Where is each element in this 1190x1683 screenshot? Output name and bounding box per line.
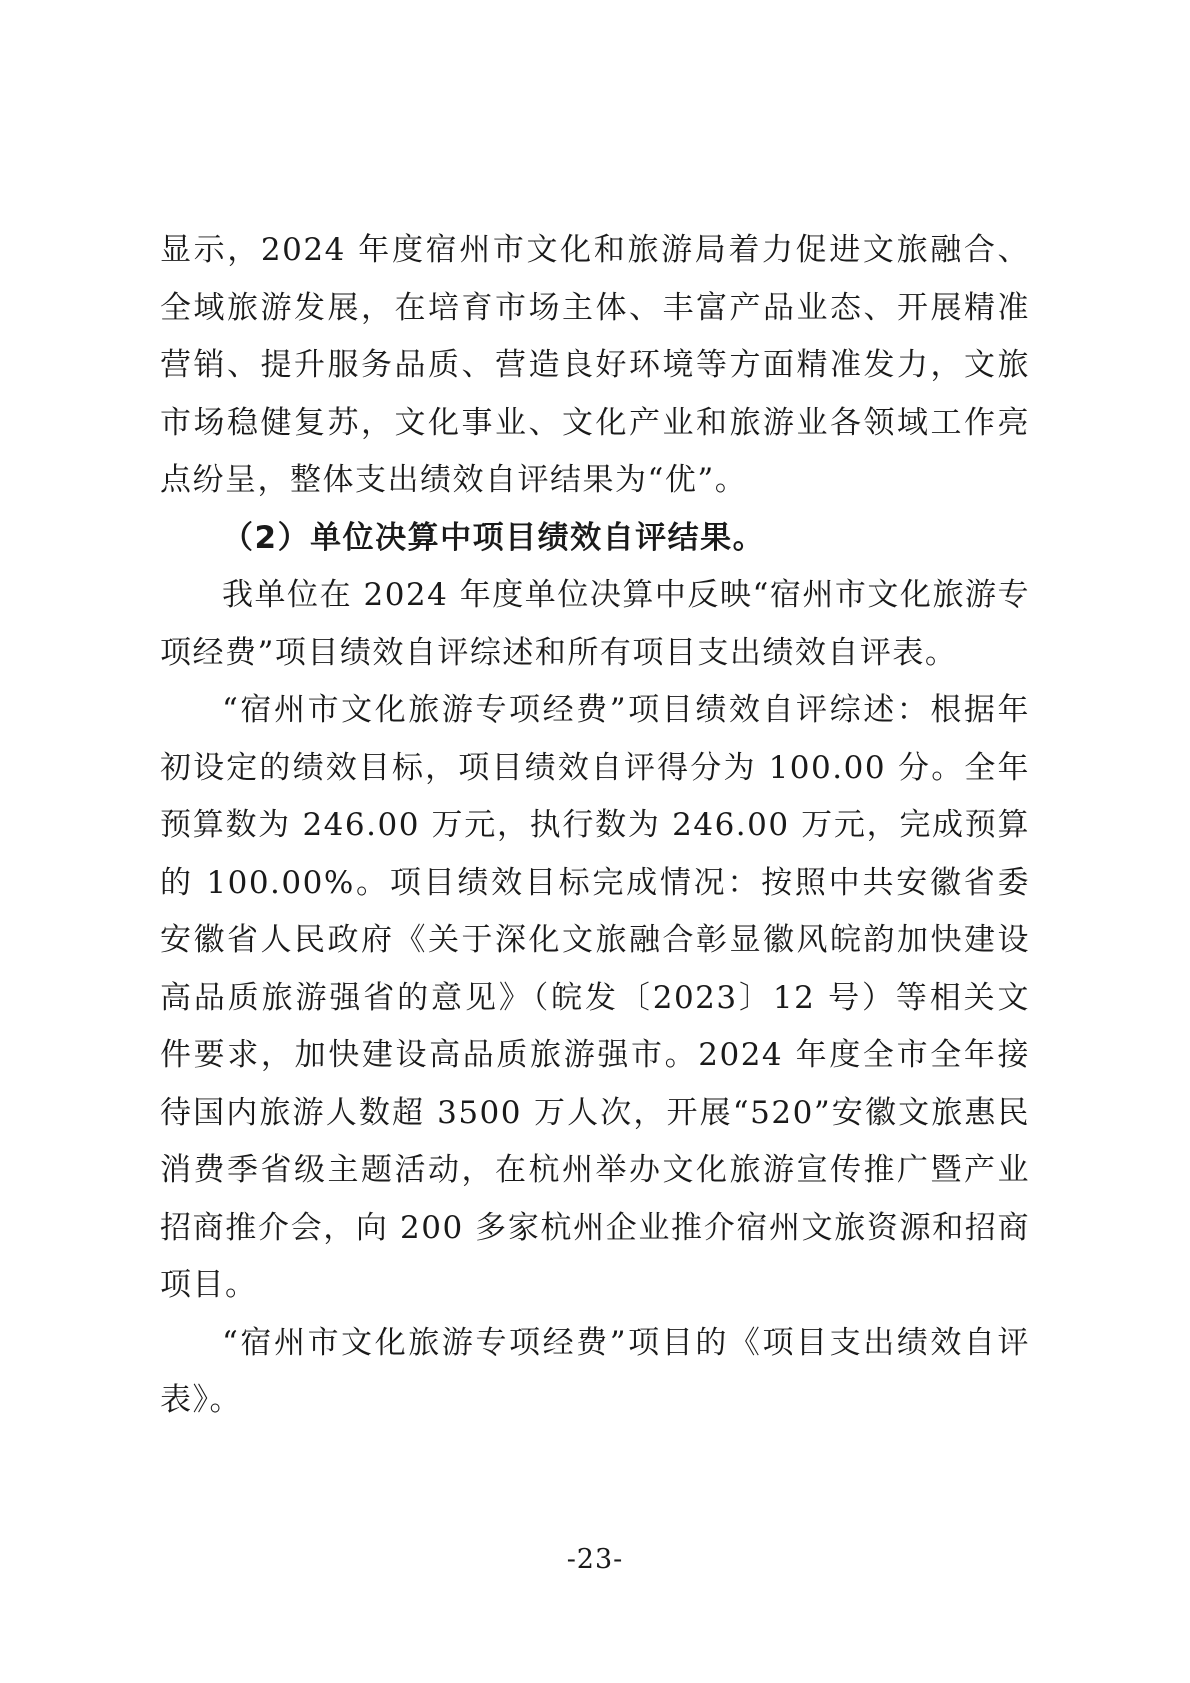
section-heading-project-self-evaluation: （2）单位决算中项目绩效自评结果。 xyxy=(222,519,766,556)
document-body xyxy=(160,222,1030,1430)
page-number: -23- xyxy=(566,1544,624,1575)
paragraph-overall-self-evaluation: 显示，2024 年度宿州市文化和旅游局着力促进文旅融合、全域旅游发展，在培育市场主体、丰富产品业态、开展精准营销、提升服务品质、营造良好环境等方面精准发力，文旅市场稳健复苏，文化事业、文化产业和旅游业各领域工作亮点纷呈，整体支出绩效自评结果为“优”。 xyxy=(160,232,1030,498)
paragraph-project-table-reference: “宿州市文化旅游专项经费”项目的《项目支出绩效自评表》。 xyxy=(160,1324,1030,1418)
paragraph-project-intro: 我单位在 2024 年度单位决算中反映“宿州市文化旅游专项经费”项目绩效自评综述和所有项目支出绩效自评表。 xyxy=(160,577,1030,671)
paragraph-project-summary: “宿州市文化旅游专项经费”项目绩效自评综述：根据年初设定的绩效目标，项目绩效自评得分为 100.00 分。全年预算数为 246.00 万元，执行数为 246.00 万元，完成预算的 100.00%。项目绩效目标完成情况：按照中共安徽省委 安徽省人民政府《关于深化文旅融合彰显徽风皖韵加快建设高品质旅游强省的意见》（皖发〔2023〕12 号）等相关文件要求，加快建设高品质旅游强市。2024 年度全市全年接待国内旅游人数超 3500 万人次，开展“520”安徽文旅惠民消费季省级主题活动，在杭州举办文化旅游宣传推广暨产业招商推介会，向 200 多家杭州企业推介宿州文旅资源和招商项目。 xyxy=(160,692,1030,1303)
